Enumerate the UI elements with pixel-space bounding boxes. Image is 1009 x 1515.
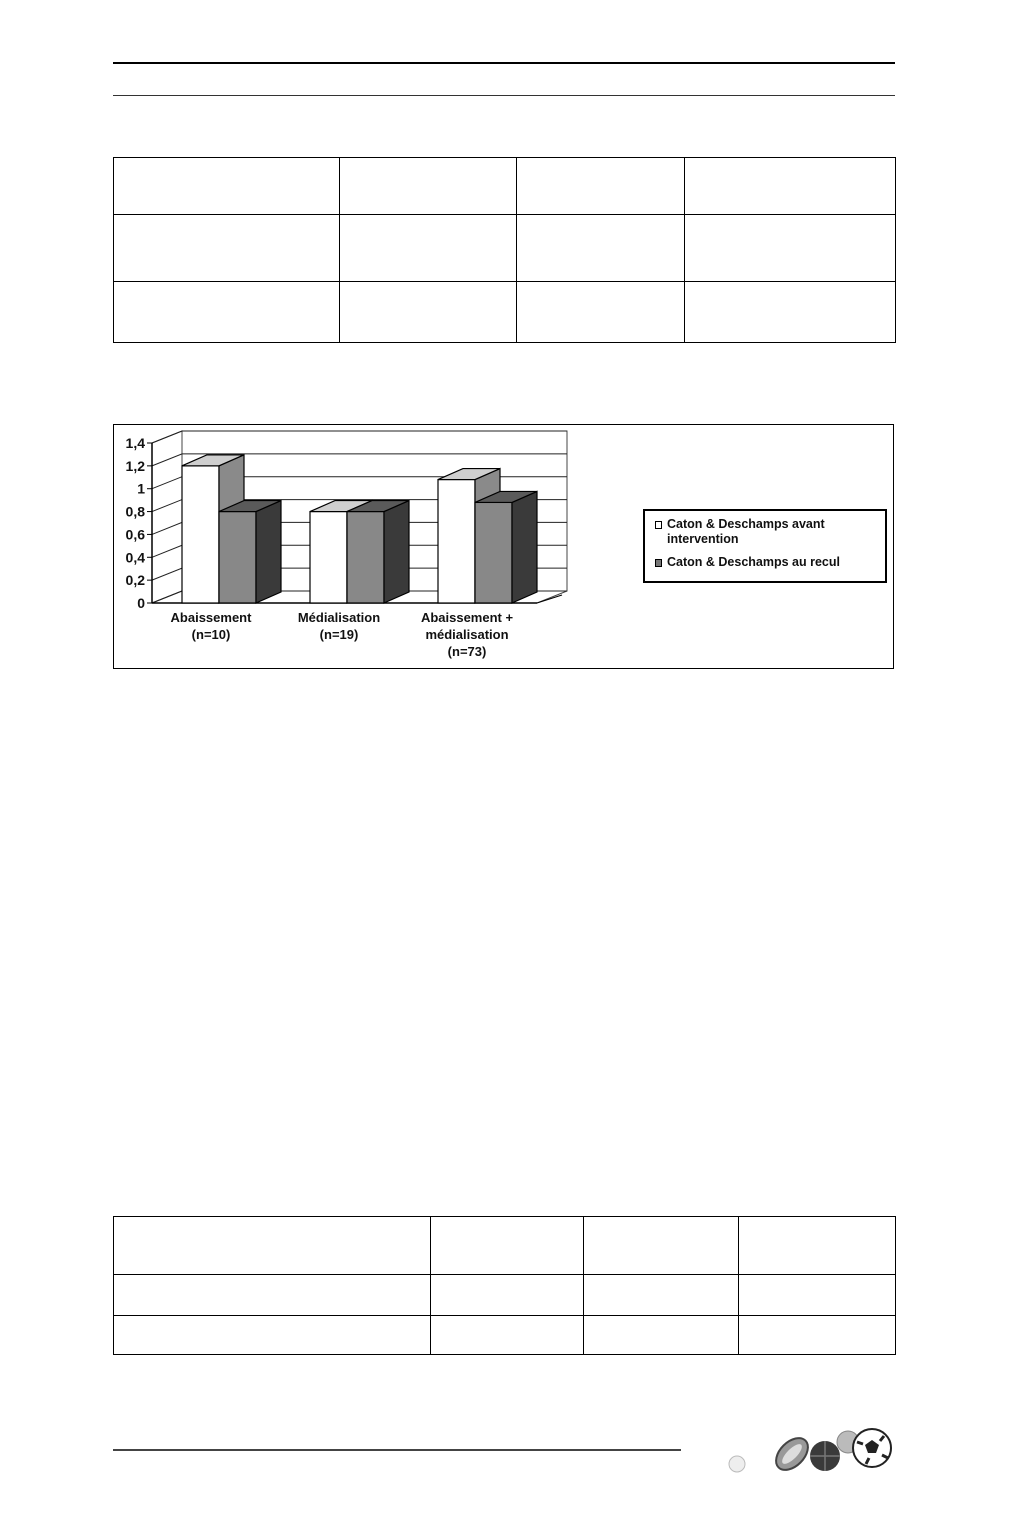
- table-cell: [340, 282, 517, 343]
- bar-side: [512, 491, 537, 603]
- table-cell: [685, 158, 896, 215]
- top-table: [113, 157, 896, 343]
- table-row: [114, 282, 896, 343]
- sports-balls-icon: [720, 1422, 900, 1482]
- table-cell: [584, 1275, 739, 1316]
- table-cell: [431, 1275, 584, 1316]
- legend-label-after: Caton & Deschamps au recul: [667, 555, 840, 569]
- y-tick-label: 0: [137, 595, 145, 611]
- table-cell: [517, 282, 685, 343]
- bar: [475, 502, 512, 603]
- bar: [310, 512, 347, 603]
- legend-swatch-before: [655, 521, 662, 529]
- bar: [438, 480, 475, 603]
- chart-legend: [643, 509, 887, 583]
- bottom-table: [113, 1216, 896, 1355]
- table-cell: [114, 1275, 431, 1316]
- table-cell: [584, 1217, 739, 1275]
- table-cell: [739, 1316, 896, 1355]
- header-rule-top: [113, 62, 895, 64]
- table-cell: [739, 1217, 896, 1275]
- x-category-label: médialisation: [425, 627, 509, 642]
- x-category-label: (n=73): [447, 644, 487, 659]
- y-tick-label: 0,4: [125, 549, 145, 566]
- footer-rule: [113, 1449, 681, 1451]
- table-cell: [517, 158, 685, 215]
- table-cell: [584, 1316, 739, 1355]
- table-cell: [517, 215, 685, 282]
- legend-item-before: [655, 517, 880, 547]
- y-tick-label: 0,8: [125, 503, 145, 520]
- table-cell: [739, 1275, 896, 1316]
- side-wall: [152, 431, 182, 603]
- table-row: [114, 1217, 896, 1275]
- table-cell: [114, 282, 340, 343]
- x-category-label: (n=19): [319, 627, 359, 642]
- table-row: [114, 215, 896, 282]
- table-cell: [431, 1217, 584, 1275]
- legend-label-before-cont: intervention: [667, 532, 739, 546]
- y-tick-label: 0,2: [125, 572, 145, 589]
- x-category-label: Médialisation: [297, 610, 381, 625]
- bar: [219, 512, 256, 603]
- y-tick-label: 0,6: [125, 526, 145, 543]
- table-cell: [340, 215, 517, 282]
- table-row: [114, 1316, 896, 1355]
- table-cell: [114, 215, 340, 282]
- x-category-label: Abaissement: [170, 610, 252, 625]
- bar-side: [256, 501, 281, 603]
- bar: [182, 466, 219, 603]
- table-cell: [685, 215, 896, 282]
- y-tick-label: 1,2: [125, 457, 145, 474]
- table-cell: [685, 282, 896, 343]
- x-category-label: Abaissement +: [420, 610, 514, 625]
- table-cell: [340, 158, 517, 215]
- table-cell: [114, 1217, 431, 1275]
- table-cell: [114, 158, 340, 215]
- x-category-label: (n=10): [191, 627, 231, 642]
- header-rule-bottom: [113, 95, 895, 96]
- y-tick-label: 1,4: [125, 435, 145, 451]
- table-row: [114, 1275, 896, 1316]
- bar-side: [384, 501, 409, 603]
- legend-swatch-after: [655, 559, 662, 567]
- bar-chart: [113, 424, 894, 669]
- legend-item-after: [655, 555, 880, 570]
- y-tick-label: 1: [137, 480, 145, 497]
- legend-label-before: Caton & Deschamps avant: [667, 517, 825, 531]
- table-cell: [431, 1316, 584, 1355]
- bar: [347, 512, 384, 603]
- table-cell: [114, 1316, 431, 1355]
- table-row: [114, 158, 896, 215]
